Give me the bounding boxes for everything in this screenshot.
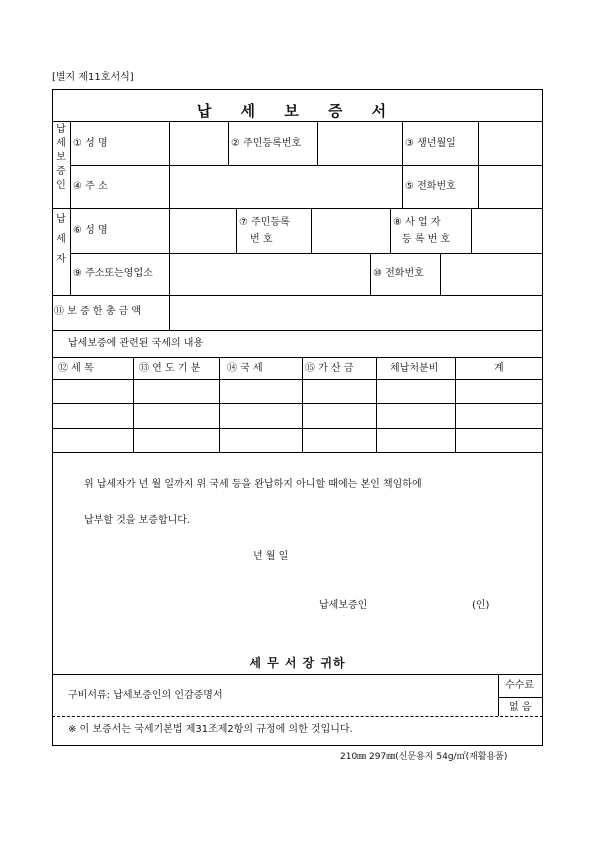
divider-vertical [455,357,456,452]
section-divider [52,295,543,296]
guarantor-rrn-label: ② 주민등록번호 [231,138,302,149]
divider-vertical [370,253,371,295]
guarantor-section-label: 납 세 보 증 인 [56,124,66,191]
dashed-divider [52,716,543,717]
divider-vertical [317,121,318,165]
taxpayer-bizno-label-2: 등 록 번 호 [402,234,451,245]
tax-section-title: 납세보증에 관련된 국세의 내용 [68,338,204,349]
signer-label: 납세보증인 [319,600,368,611]
divider-vertical [302,357,303,452]
divider [52,403,543,404]
form-frame [52,89,543,746]
divider-vertical [440,253,441,295]
taxpayer-bizno-label: ⑧ 사 업 자 [393,217,441,228]
statement-line-2: 납부할 것을 보증합니다. [84,515,191,526]
form-number: [별지 제11호서식] [52,72,134,83]
form-title: 납 세 보 증 서 [196,102,399,120]
statement-line-1: 위 납세자가 년 월 일까지 위 국세 등을 완납하지 아니할 때에는 본인 책임하에 [84,479,422,490]
title-divider [52,121,543,122]
taxpayer-rrn-label: ⑦ 주민등록 [239,217,290,228]
guarantor-name-label: ① 성 명 [73,138,108,149]
total-amount-label: ⑪ 보 증 한 총 금 액 [54,306,142,317]
seal-label: (인) [472,600,490,611]
paper-spec: 210㎜ 297㎜(신문용지 54g/㎡(재활용품) [340,752,508,762]
divider-vertical [236,208,237,253]
divider [52,674,543,675]
taxpayer-rrn-label-2: 번 호 [250,234,273,245]
divider [70,253,543,254]
taxpayer-name-label: ⑥ 성 명 [73,225,108,236]
divider-vertical [402,121,403,208]
tax-office-addressee: 세 무 서 장 귀하 [249,656,346,670]
divider-vertical [311,208,312,253]
divider-vertical [70,121,71,295]
divider [52,428,543,429]
divider-vertical [169,295,170,330]
fee-value: 없 음 [509,702,532,713]
divider-vertical [376,357,377,452]
guarantor-phone-label: ⑤ 전화번호 [405,181,456,192]
taxpayer-address-label: ⑨ 주소또는영업소 [73,268,153,279]
divider [52,357,543,358]
tax-table-header: ⑫ 세 목 [58,363,94,374]
divider [70,165,543,166]
divider-vertical [390,208,391,253]
date-line: 년 월 일 [253,551,289,562]
guarantor-address-label: ④ 주 소 [73,181,108,192]
tax-table-header: 계 [494,363,504,374]
tax-table-header: ⑭ 국 세 [227,363,263,374]
tax-table-header: ⑬ 연 도 기 분 [139,363,201,374]
divider [52,452,543,453]
divider-vertical [228,121,229,165]
tax-table-header: ⑮ 가 산 금 [305,363,354,374]
fee-label: 수수료 [505,680,534,691]
divider-vertical [498,674,499,716]
divider-vertical [478,121,479,208]
attachments-text: 구비서류: 납세보증인의 인감증명서 [68,690,223,701]
tax-table-header: 체납처분비 [390,363,439,374]
divider-vertical [133,357,134,452]
divider [498,697,543,698]
divider-vertical [169,165,170,208]
divider-vertical [219,357,220,452]
divider [52,379,543,380]
guarantor-birth-label: ③ 생년월일 [405,138,456,149]
section-divider [52,208,543,209]
divider-vertical [169,121,170,165]
taxpayer-phone-label: ⑩ 전화번호 [373,268,424,279]
divider-vertical [169,208,170,295]
divider-vertical [471,208,472,253]
divider [52,330,543,331]
taxpayer-section-label: 납 세 자 [56,214,66,265]
legal-note: ※ 이 보증서는 국세기본법 제31조제2항의 규정에 의한 것입니다. [68,724,353,735]
